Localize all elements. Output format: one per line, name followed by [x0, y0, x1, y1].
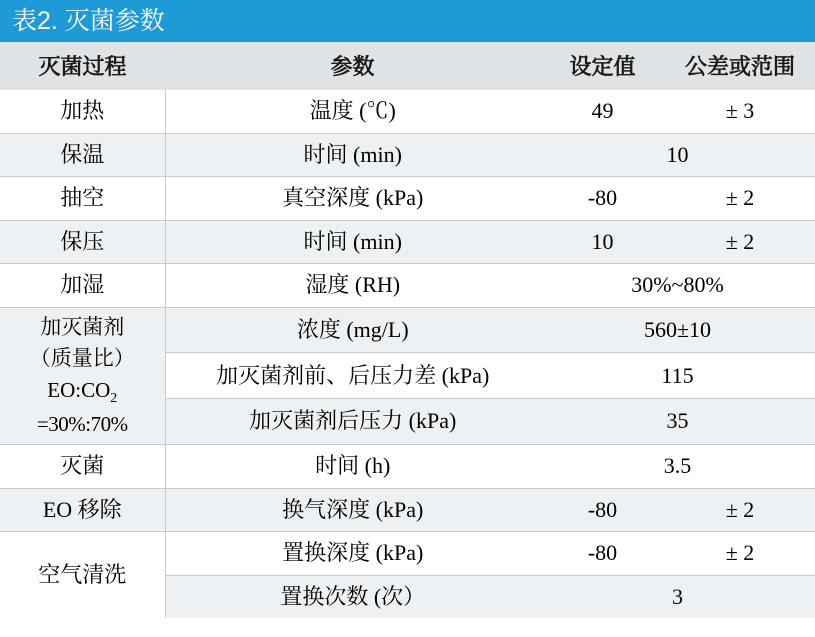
cell-parameter: 加灭菌剂后压力 (kPa): [165, 399, 540, 445]
cell-tolerance: ± 2: [665, 532, 815, 576]
cell-value: -80: [540, 532, 665, 576]
table-body: [0, 90, 815, 618]
cell-value: 115: [540, 353, 815, 399]
cell-tolerance: ± 3: [725, 98, 755, 123]
agent-label-line2: （质量比）: [29, 346, 135, 370]
cell-value: 30%~80%: [540, 264, 815, 308]
agent-label-eo-co: EO:CO: [47, 377, 111, 402]
cell-value: 560±10: [540, 307, 815, 353]
column-header-parameter: 参数: [165, 42, 540, 90]
cell-process: 保温: [0, 133, 165, 177]
cell-process: EO 移除: [0, 488, 165, 532]
cell-process: 灭菌: [0, 445, 165, 489]
cell-process: 抽空: [0, 177, 165, 221]
table-row: [0, 177, 815, 221]
cell-parameter: 湿度 (RH): [165, 264, 540, 308]
cell-value: 10: [540, 133, 815, 177]
cell-parameter: 时间 (min): [165, 133, 540, 177]
table-header: [0, 42, 815, 90]
cell-value: 10: [540, 220, 665, 264]
cell-parameter: 真空深度 (kPa): [165, 177, 540, 221]
cell-tolerance: ± 2: [665, 177, 815, 221]
table-row: [0, 532, 815, 576]
cell-parameter: 浓度 (mg/L): [165, 307, 540, 353]
agent-label-line4: =30%:70%: [36, 411, 128, 436]
column-header-process: 灭菌过程: [0, 42, 165, 90]
cell-value: -80: [540, 177, 665, 221]
cell-value: 3.5: [540, 445, 815, 489]
agent-label-subscript: 2: [110, 390, 118, 406]
cell-process: 加热: [0, 90, 165, 133]
column-header-setpoint: 设定值: [540, 42, 665, 90]
cell-value: 35: [540, 399, 815, 445]
cell-tolerance: ± 2: [665, 220, 815, 264]
table-row: [0, 488, 815, 532]
cell-process-sterilant-group: [0, 307, 165, 445]
cell-tolerance: ± 2: [665, 488, 815, 532]
cell-value: 49: [591, 98, 614, 123]
cell-process: 加湿: [0, 264, 165, 308]
cell-parameter: 温度 (℃): [309, 98, 396, 123]
table-row: [0, 133, 815, 177]
cell-parameter: 时间 (min): [165, 220, 540, 264]
header-row: [0, 42, 815, 90]
cell-parameter: 加灭菌剂前、后压力差 (kPa): [165, 353, 540, 399]
table-row: [0, 445, 815, 489]
table-row: [0, 220, 815, 264]
cell-parameter: 置换深度 (kPa): [165, 532, 540, 576]
cell-parameter: 置换次数 (次）: [165, 575, 540, 618]
table-caption: 表2. 灭菌参数: [0, 0, 815, 42]
cell-value: -80: [540, 488, 665, 532]
parameters-table: [0, 42, 815, 618]
column-header-tolerance: 公差或范围: [665, 42, 815, 90]
table-row: [0, 90, 815, 133]
table-row: [0, 264, 815, 308]
cell-value: 3: [540, 575, 815, 618]
cell-process-air-wash-group: 空气清洗: [0, 532, 165, 619]
cell-parameter: 时间 (h): [165, 445, 540, 489]
cell-parameter: 换气深度 (kPa): [165, 488, 540, 532]
cell-process: 保压: [0, 220, 165, 264]
table-row: [0, 307, 815, 353]
agent-label-line3: [6, 375, 159, 409]
agent-label-line1: 加灭菌剂: [40, 314, 125, 339]
